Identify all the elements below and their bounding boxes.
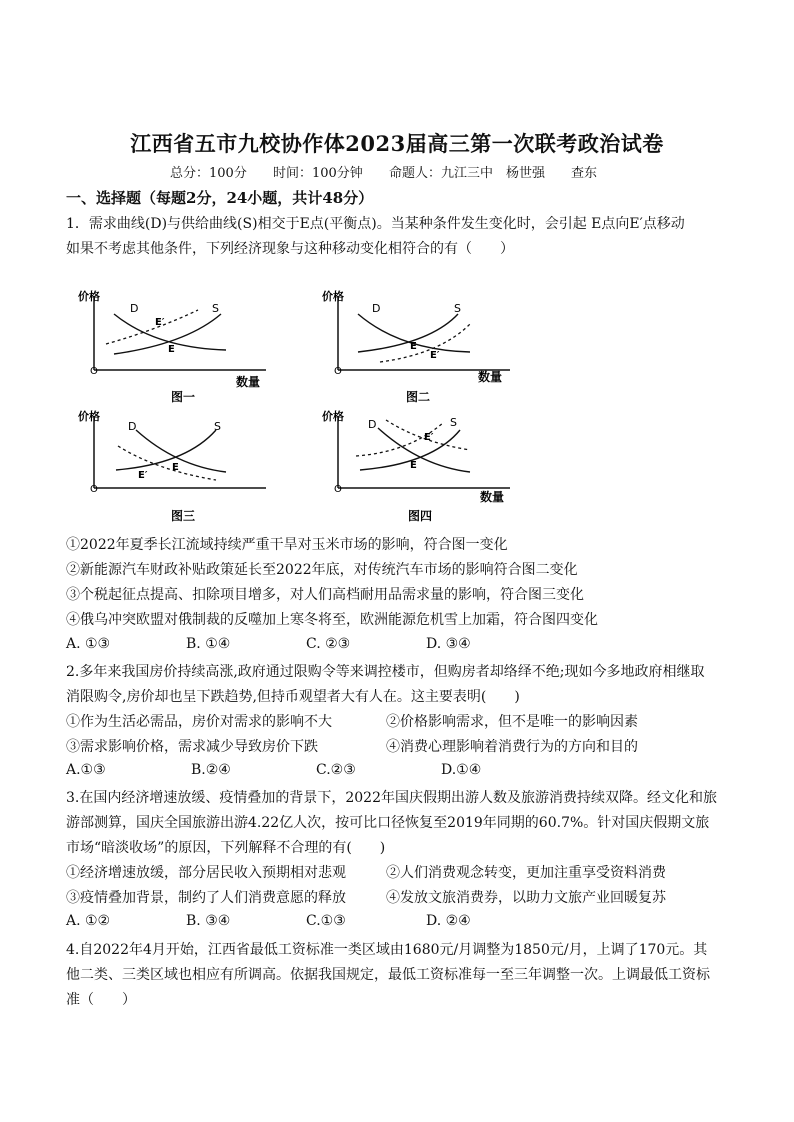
q3-option-c[interactable]: C.①③ xyxy=(306,913,346,929)
label-e: E xyxy=(172,462,179,473)
chart-fig4 xyxy=(320,408,520,523)
q1-option-c[interactable]: C. ②③ xyxy=(306,636,351,652)
axis-qty-label: 数量 xyxy=(478,370,503,384)
q4-stem-line1: 4.自2022年4月开始，江西省最低工资标准一类区域由1680元/月调整为1850元/月，上调了170元。其 xyxy=(66,942,708,958)
q1-stem-line1: 1．需求曲线(D)与供给曲线(S)相交于E点(平衡点)。当某种条件发生变化时，会引起 E点向E′点移动 xyxy=(66,216,685,232)
q2-stem-line1: 2.多年来我国房价持续高涨,政府通过限购令等来调控楼市，但购房者却络绎不绝;现如今多地政府相继取 xyxy=(66,664,705,680)
label-e: E xyxy=(410,341,417,352)
exam-title: 江西省五市九校协作体2023届高三第一次联考政治试卷 xyxy=(130,131,664,156)
label-d: D xyxy=(130,302,139,315)
exam-time: 时间：100分钟 xyxy=(272,166,363,181)
label-s: S xyxy=(212,302,219,315)
origin-label: O xyxy=(90,366,98,377)
section-heading: 一、选择题（每题2分，24小题，共计48分） xyxy=(66,189,374,207)
caption-fig1: 图一 xyxy=(171,390,196,403)
exam-meta xyxy=(170,162,619,181)
origin-label: O xyxy=(334,366,342,377)
shifted-supply-curve xyxy=(106,310,198,344)
caption-fig4: 图四 xyxy=(408,509,433,523)
q3-stem-line1: 3.在国内经济增速放缓、疫情叠加的背景下，2022年国庆假期出游人数及旅游消费持续双降。经文化和旅 xyxy=(66,790,717,806)
chart-fig1 xyxy=(76,288,276,403)
exam-author: 命题人：九江三中 杨世强 查东 xyxy=(388,166,597,181)
label-e: E xyxy=(168,344,175,355)
q2-statement-1: ①作为生活必需品，房价对需求的影响不大 xyxy=(66,714,332,730)
label-e: E xyxy=(410,460,417,471)
q2-options xyxy=(66,762,566,778)
q1-stem-line2: 如果不考虑其他条件，下列经济现象与这种移动变化相符合的有（ ） xyxy=(66,241,514,257)
axis-price-label: 价格 xyxy=(78,410,100,423)
q4-stem-line2: 他二类、三类区域也相应有所调高。依据我国规定，最低工资标准每一至三年调整一次。上调最低工资标 xyxy=(66,967,710,983)
axis-price-label: 价格 xyxy=(78,290,100,303)
q3-stem-line3: 市场“暗淡收场”的原因，下列解释不合理的有( ) xyxy=(66,840,386,856)
chart-fig2 xyxy=(320,288,520,403)
q3-statement-3: ③疫情叠加背景，制约了人们消费意愿的释放 xyxy=(66,890,346,906)
q1-statement-2: ②新能源汽车财政补贴政策延长至2022年底，对传统汽车市场的影响符合图二变化 xyxy=(66,562,578,578)
label-s: S xyxy=(454,302,461,315)
label-d: D xyxy=(372,302,381,315)
chart-fig3 xyxy=(76,408,276,523)
q1-option-b[interactable]: B. ①④ xyxy=(186,636,231,652)
q2-statements-row2 xyxy=(66,736,706,756)
q2-option-b[interactable]: B.②④ xyxy=(191,762,231,778)
origin-label: O xyxy=(334,484,342,495)
q3-option-b[interactable]: B. ③④ xyxy=(186,913,231,929)
caption-fig2: 图二 xyxy=(406,390,431,403)
q2-option-a[interactable]: A.①③ xyxy=(66,762,106,778)
q1-option-d[interactable]: D. ③④ xyxy=(426,636,471,652)
label-e-prime: E′ xyxy=(430,350,440,361)
supply-curve xyxy=(358,314,458,352)
shifted-supply-curve xyxy=(380,324,470,362)
axis-qty-label: 数量 xyxy=(480,490,505,504)
q3-statements-row1 xyxy=(66,862,706,882)
q2-option-d[interactable]: D.①④ xyxy=(441,762,482,778)
caption-fig3: 图三 xyxy=(171,509,196,523)
q3-option-d[interactable]: D. ②④ xyxy=(426,913,471,929)
q2-option-c[interactable]: C.②③ xyxy=(316,762,356,778)
axis-qty-label: 数量 xyxy=(236,375,261,389)
label-e-prime: E′ xyxy=(424,432,434,443)
q2-statement-3: ③需求影响价格，需求减少导致房价下跌 xyxy=(66,739,318,755)
q3-option-a[interactable]: A. ①② xyxy=(66,913,111,929)
label-s: S xyxy=(450,416,457,429)
q1-options xyxy=(66,636,546,652)
q1-statement-1: ①2022年夏季长江流域持续严重干旱对玉米市场的影响，符合图一变化 xyxy=(66,537,508,553)
total-score: 总分：100分 xyxy=(170,166,247,181)
q4-stem-line3: 准（ ） xyxy=(66,992,136,1008)
axis-price-label: 价格 xyxy=(322,290,344,303)
q3-statement-2: ②人们消费观念转变，更加注重享受资料消费 xyxy=(386,865,666,881)
q3-statement-4: ④发放文旅消费券，以助力文旅产业回暖复苏 xyxy=(386,890,666,906)
label-e-prime: E′ xyxy=(138,470,148,481)
q3-options xyxy=(66,913,546,929)
axis-price-label: 价格 xyxy=(322,410,344,423)
q3-stem-line2: 游部测算，国庆全国旅游出游4.22亿人次，按可比口径恢复至2019年同期的60.7%。针对国庆假期文旅 xyxy=(66,815,710,831)
label-d: D xyxy=(368,418,377,431)
shifted-demand-curve xyxy=(118,446,216,480)
label-s: S xyxy=(214,420,221,433)
q3-statements-row2 xyxy=(66,887,706,907)
label-d: D xyxy=(128,420,137,433)
q2-statement-4: ④消费心理影响着消费行为的方向和目的 xyxy=(386,739,638,755)
q1-statement-4: ④俄乌冲突欧盟对俄制裁的反噬加上寒冬将至，欧洲能源危机雪上加霜，符合图四变化 xyxy=(66,612,598,628)
q1-option-a[interactable]: A. ①③ xyxy=(66,636,111,652)
q3-statement-1: ①经济增速放缓，部分居民收入预期相对悲观 xyxy=(66,865,346,881)
label-e-prime: E′ xyxy=(155,317,165,328)
supply-curve xyxy=(116,430,216,470)
q1-statement-3: ③个税起征点提高、扣除项目增多，对人们高档耐用品需求量的影响，符合图三变化 xyxy=(66,587,584,603)
q2-stem-line2: 消限购令,房价却也呈下跌趋势,但持币观望者大有人在。这主要表明( ) xyxy=(66,689,520,705)
q2-statements-row1 xyxy=(66,711,706,731)
origin-label: O xyxy=(90,484,98,495)
q2-statement-2: ②价格影响需求，但不是唯一的影响因素 xyxy=(386,714,638,730)
